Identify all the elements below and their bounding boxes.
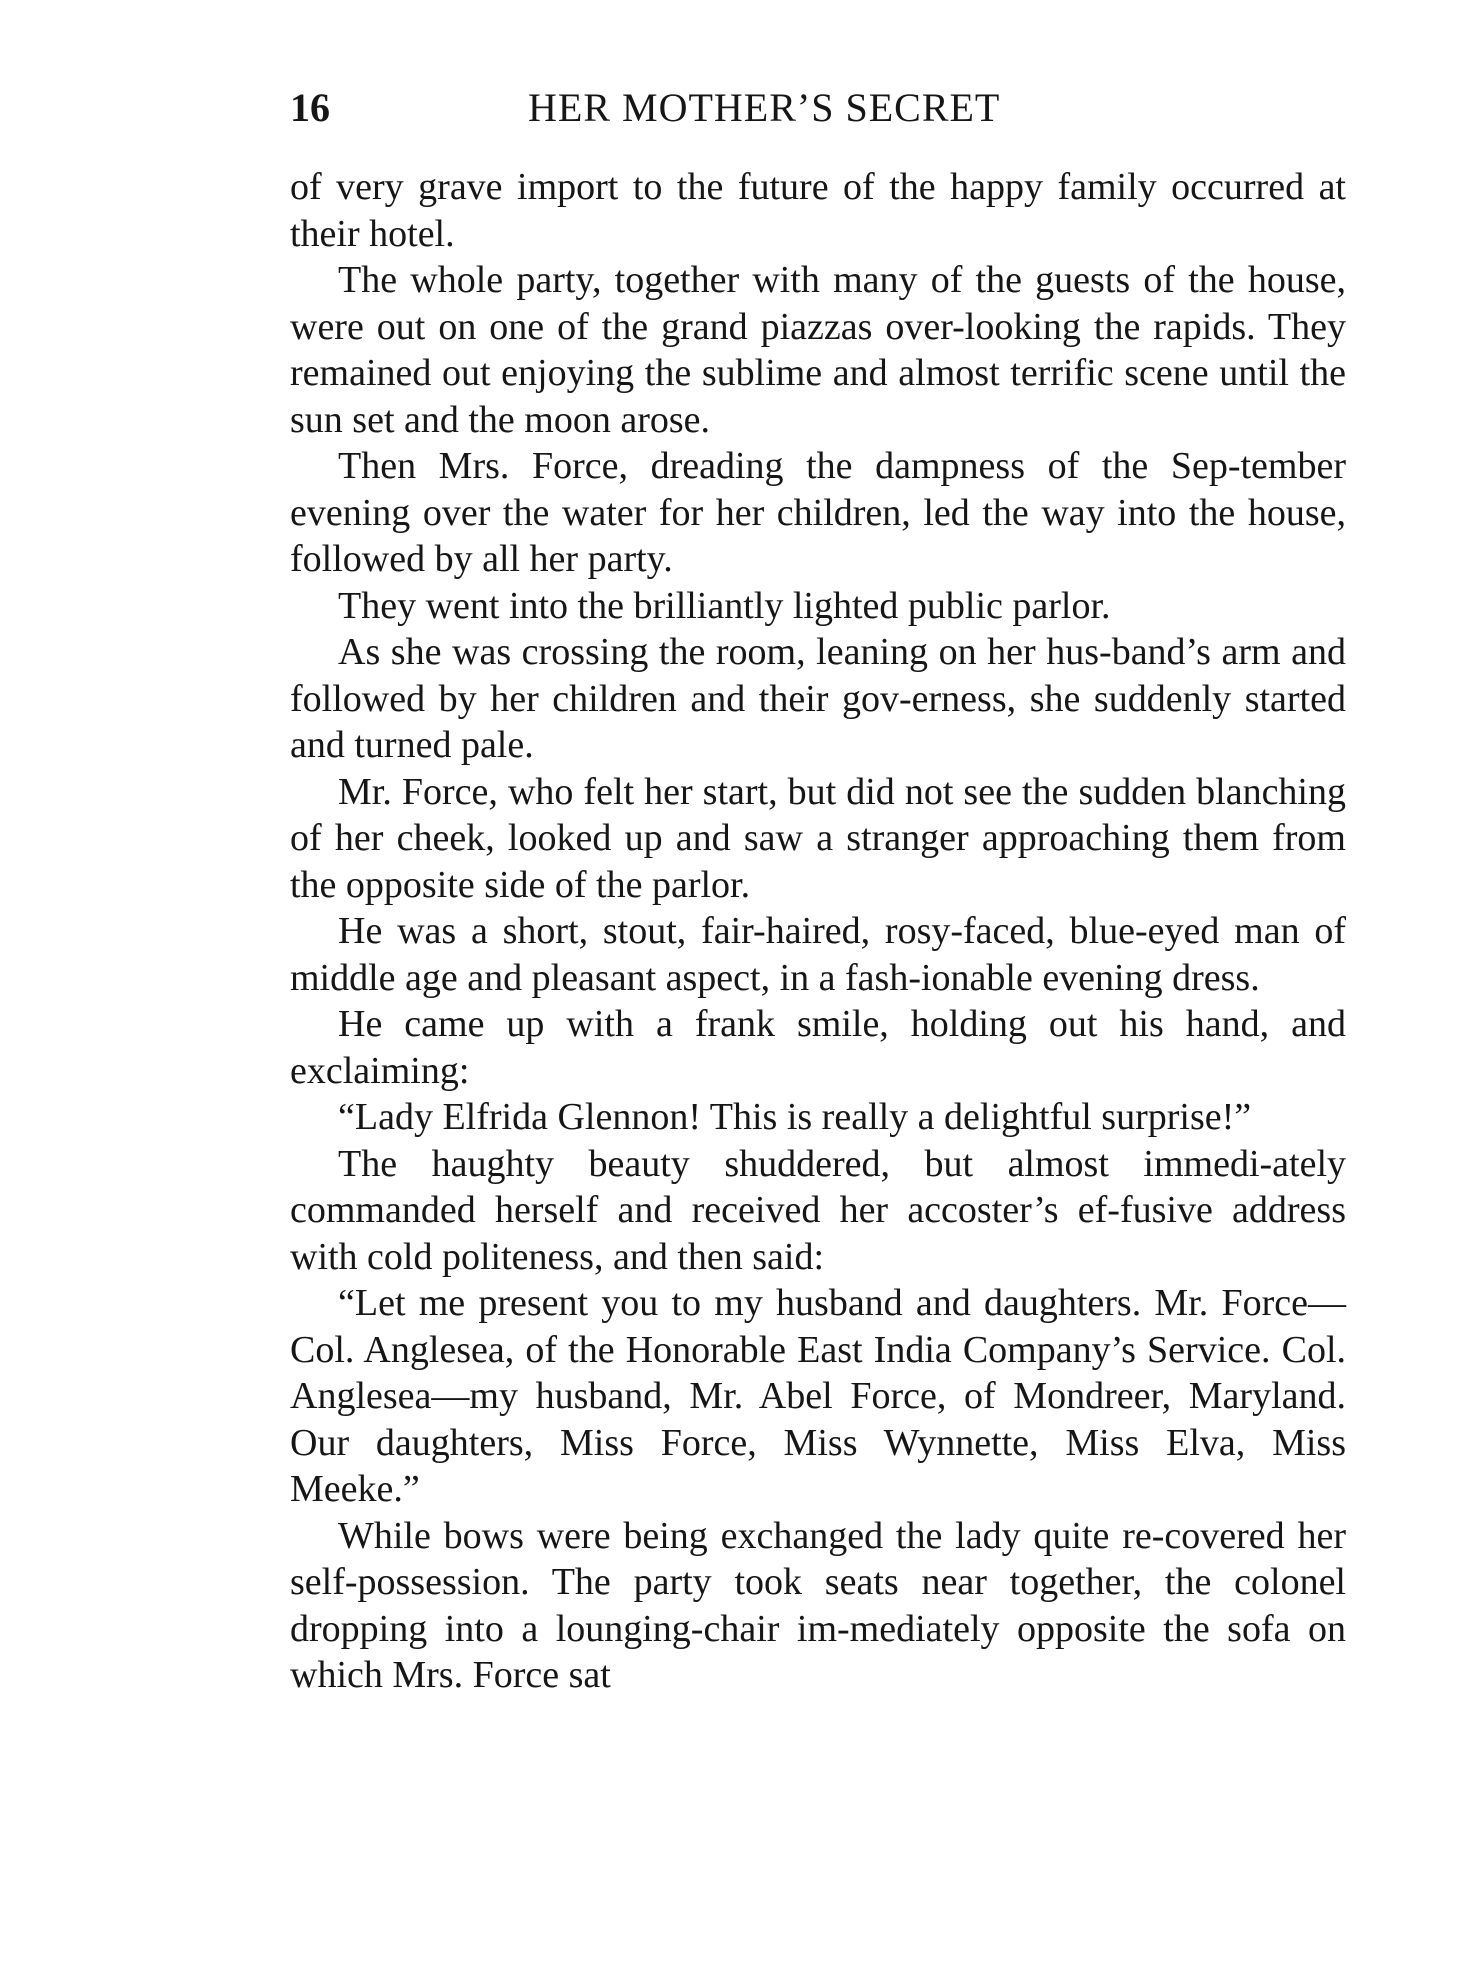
paragraph: He came up with a frank smile, holding out his hand, and exclaiming: xyxy=(290,1003,1346,1092)
page-number: 16 xyxy=(290,85,330,130)
running-head xyxy=(290,82,1346,134)
paragraph: Mr. Force, who felt her start, but did not see the sudden blanching of her cheek, looked up and saw a stranger approaching them from the opposite side of the parlor. xyxy=(290,770,1346,906)
paragraph: While bows were being exchanged the lady quite re-covered her self-possession. The party took seats near together, the colonel dropping into a lounging-chair im-mediately opposite the sofa on which Mrs. Force sat xyxy=(290,1514,1346,1696)
paragraph: “Lady Elfrida Glennon! This is really a delightful surprise!” xyxy=(338,1096,1252,1138)
paragraph: They went into the brilliantly lighted public parlor. xyxy=(338,584,1111,627)
paragraph: Then Mrs. Force, dreading the dampness of the Sep-tember evening over the water for her children, led the way into the house, followed by all her party. xyxy=(290,445,1346,580)
running-title: HER MOTHER’S SECRET xyxy=(528,85,1001,130)
paragraph: He was a short, stout, fair-haired, rosy-faced, blue-eyed man of middle age and pleasant aspect, in a fash-ionable evening dress. xyxy=(290,910,1346,999)
paragraph: The haughty beauty shuddered, but almost immedi-ately commanded herself and received her accoster’s ef-fusive address with cold politeness, and then said: xyxy=(290,1142,1346,1278)
paragraph: of very grave import to the future of the happy family occurred at their hotel. xyxy=(290,166,1346,255)
paragraph: The whole party, together with many of the guests of the house, were out on one of the grand piazzas over-looking the rapids. They remained out enjoying the sublime and almost terrific scene until the sun set and the moon arose. xyxy=(290,259,1346,441)
paragraph: “Let me present you to my husband and daughters. Mr. Force—Col. Anglesea, of the Honorable East India Company’s Service. Col. Anglesea—my husband, Mr. Abel Force, of Mondreer, Maryland. Our daughters, Miss Force, Miss Wynnette, Miss Elva, Miss Meeke.” xyxy=(290,1282,1346,1510)
paragraph: As she was crossing the room, leaning on her hus-band’s arm and followed by her children and their gov-erness, she suddenly started and turned pale. xyxy=(290,631,1346,766)
body-text xyxy=(290,164,1346,1699)
